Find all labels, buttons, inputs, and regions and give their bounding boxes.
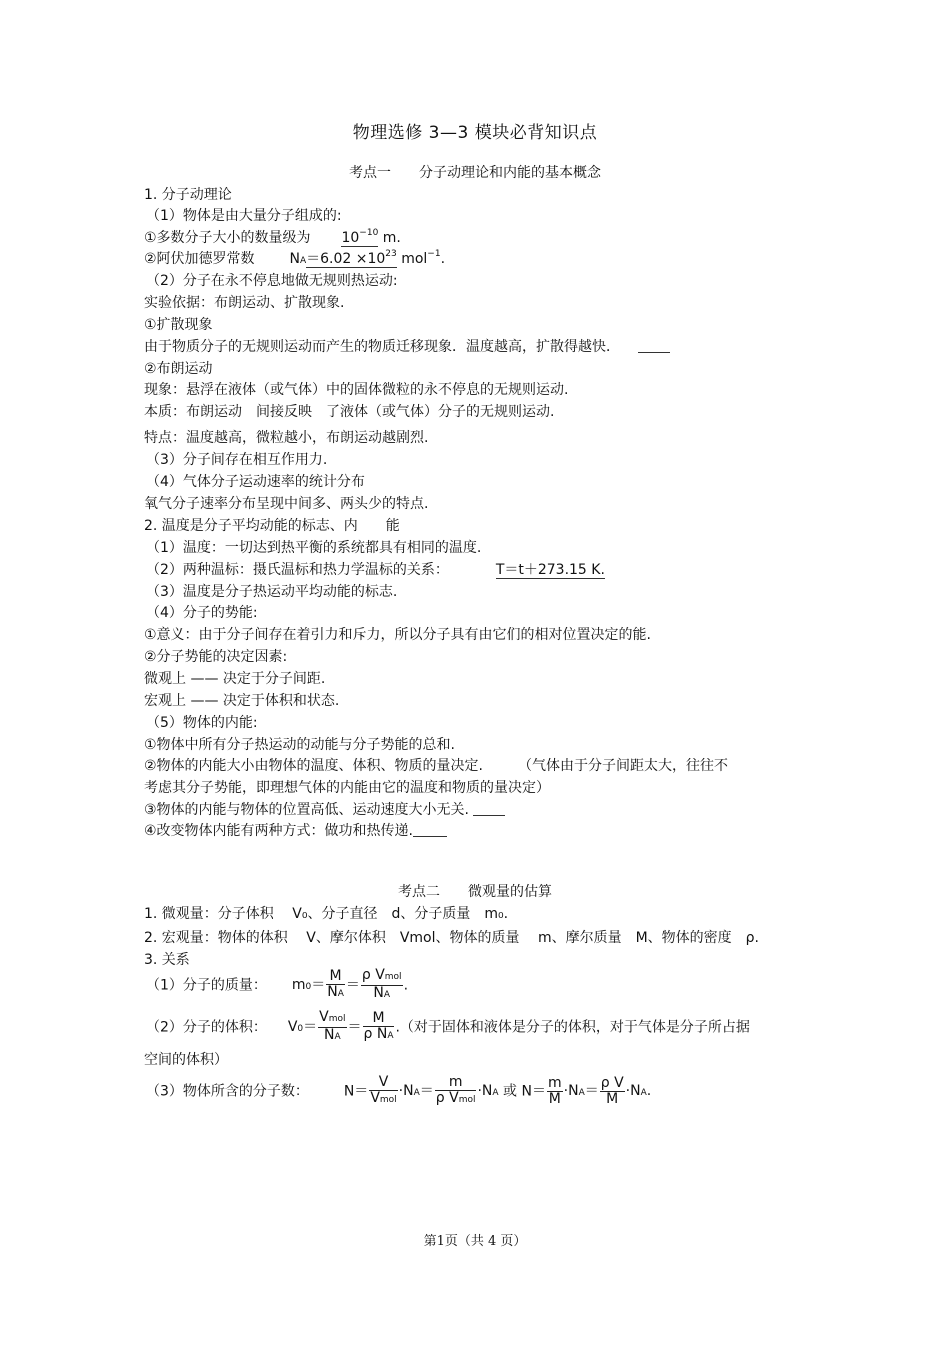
text-line: 微观上 —— 决定于分子间距. (144, 671, 326, 687)
molecule-size-line (144, 229, 401, 247)
text-line: 空间的体积） (144, 1052, 228, 1068)
na-unit-exponent: −1 (427, 249, 441, 259)
volume-label: （2）分子的体积： (146, 1019, 267, 1036)
volume-formula: （2）分子的体积： V0＝ $\frac{\text{Vmol}}{NA}$ ＝ $\frac{M}{\text{ρ NA}}$ .（对于固体和液体是分子的体积，对于气体是分子所占据 (146, 1009, 750, 1043)
or-text: 或 (503, 1083, 518, 1100)
text-line: ②布朗运动 (144, 361, 213, 377)
text-line: （1）物体是由大量分子组成的: (146, 208, 342, 224)
blank-line (638, 338, 670, 353)
size-exponent: −10 (359, 228, 379, 238)
text-line: 宏观上 —— 决定于体积和状态. (144, 693, 340, 709)
text-line: 考虑其分子势能，即理想气体的内能由它的温度和物质的量决定） (144, 780, 550, 796)
count-formula: （3）物体所含的分子数： N＝ $\frac{V}{\text{Vmol}}$ ·NA＝ $\frac{m}{\text{ρ Vmol}}$ ·NA 或 N＝ $\frac{m}{M}$ ·NA＝ $\frac{\text{ρ V}}{M}$ ·NA. (146, 1074, 652, 1107)
temp-relation: T＝t＋273.15 K. (495, 562, 605, 578)
section-heading-2: 考点二 微观量的估算 (398, 884, 552, 900)
fraction: $\frac{\text{ρ V}}{M}$ (600, 1075, 624, 1107)
section-heading-1: 考点一 分子动理论和内能的基本概念 (349, 165, 601, 181)
text-line: 1. 分子动理论 (144, 187, 232, 203)
text-line: （5）物体的内能: (146, 715, 258, 731)
temperature-relation-line (146, 561, 605, 579)
text: 由于物质分子的无规则运动而产生的物质迁移现象．温度越高，扩散得越快． (144, 339, 620, 355)
page-title: 物理选修 3—3 模块必背知识点 (352, 123, 598, 143)
text: （2）两种温标：摄氏温标和热力学温标的关系： (146, 562, 449, 578)
na-subscript: A (299, 256, 307, 266)
text-line: 氧气分子速率分布呈现中间多、两头少的特点. (144, 496, 429, 512)
blank-line (413, 822, 447, 837)
fraction: $\frac{m}{M}$ (547, 1075, 562, 1107)
text-line: （2）分子在永不停息地做无规则热运动: (146, 273, 398, 289)
blank-line (473, 801, 505, 816)
fraction: $\frac{\text{ρ Vmol}}{NA}$ (361, 967, 402, 1001)
text-line: ①物体中所有分子热运动的动能与分子势能的总和. (144, 737, 455, 753)
count-label: （3）物体所含的分子数： (146, 1083, 309, 1100)
text-line: （3）分子间存在相互作用力. (146, 452, 328, 468)
text-line (144, 338, 670, 356)
fraction: $\frac{M}{\text{ρ NA}}$ (363, 1010, 394, 1042)
text-line: 本质：布朗运动 间接反映 了液体（或气体）分子的无规则运动. (144, 404, 555, 420)
fraction: $\frac{V}{\text{Vmol}}$ (370, 1074, 397, 1106)
size-base: 10 (341, 230, 360, 246)
text-line: 2. 宏观量：物体的体积 V、摩尔体积 Vmol、物体的质量 m、摩尔质量 M、物体的密度 ρ. (144, 930, 760, 946)
text-line: ①意义：由于分子间存在着引力和斥力，所以分子具有由它们的相对位置决定的能. (144, 627, 651, 643)
size-value (341, 230, 378, 247)
page-footer: 第1页（共 4 页） (423, 1234, 527, 1249)
na-unit: mol (401, 251, 428, 267)
mass-label: （1）分子的质量： (146, 977, 267, 994)
mass-formula: （1）分子的质量： m0＝ $\frac{M}{NA}$ ＝ $\frac{\text{ρ Vmol}}{NA}$ . (146, 967, 409, 1001)
text-line: 1. 微观量：分子体积 V₀、分子直径 d、分子质量 m₀. (144, 906, 509, 922)
fraction: $\frac{m}{\text{ρ Vmol}}$ (435, 1074, 476, 1106)
text: ①多数分子大小的数量级为 (144, 230, 311, 246)
text-line (144, 801, 505, 819)
text: ③物体的内能与物体的位置高低、运动速度大小无关. (144, 802, 469, 818)
avogadro-line: ②阿伏加德罗常数 $NA=6.02 \times 10^{23}$ mol$^{-1}$. (144, 249, 446, 267)
text-line: 实验依据：布朗运动、扩散现象. (144, 295, 345, 311)
na-value (306, 251, 397, 268)
na-exponent: 23 (385, 249, 397, 259)
text-line: （4）气体分子运动速率的统计分布 (146, 474, 365, 490)
fraction: $\frac{M}{NA}$ (327, 968, 344, 1000)
text: ②阿伏加德罗常数 (144, 251, 255, 267)
fraction: $\frac{\text{Vmol}}{NA}$ (319, 1009, 346, 1043)
text-line: 3. 关系 (144, 952, 190, 968)
text-line: （1）温度：一切达到热平衡的系统都具有相同的温度. (146, 540, 482, 556)
size-unit: m. (382, 230, 401, 246)
text-line: （4）分子的势能: (146, 605, 258, 621)
text-line (144, 822, 447, 840)
text-line: （3）温度是分子热运动平均动能的标志. (146, 584, 398, 600)
text-line: ②物体的内能大小由物体的温度、体积、物质的量决定. （气体由于分子间距太大，往往不 (144, 758, 728, 774)
text-line: ①扩散现象 (144, 317, 213, 333)
na-mantissa: ＝6.02 ×10 (306, 251, 386, 267)
text-line: 现象：悬浮在液体（或气体）中的固体微粒的永不停息的无规则运动. (144, 382, 569, 398)
volume-note: .（对于固体和液体是分子的体积，对于气体是分子所占据 (395, 1019, 750, 1036)
na-symbol: N (289, 251, 300, 267)
text: ④改变物体内能有两种方式：做功和热传递. (144, 823, 413, 839)
text-line: 特点：温度越高，微粒越小，布朗运动越剧烈. (144, 430, 429, 446)
text-line: 2. 温度是分子平均动能的标志、内 能 (144, 518, 400, 534)
text-line: ②分子势能的决定因素: (144, 649, 288, 665)
